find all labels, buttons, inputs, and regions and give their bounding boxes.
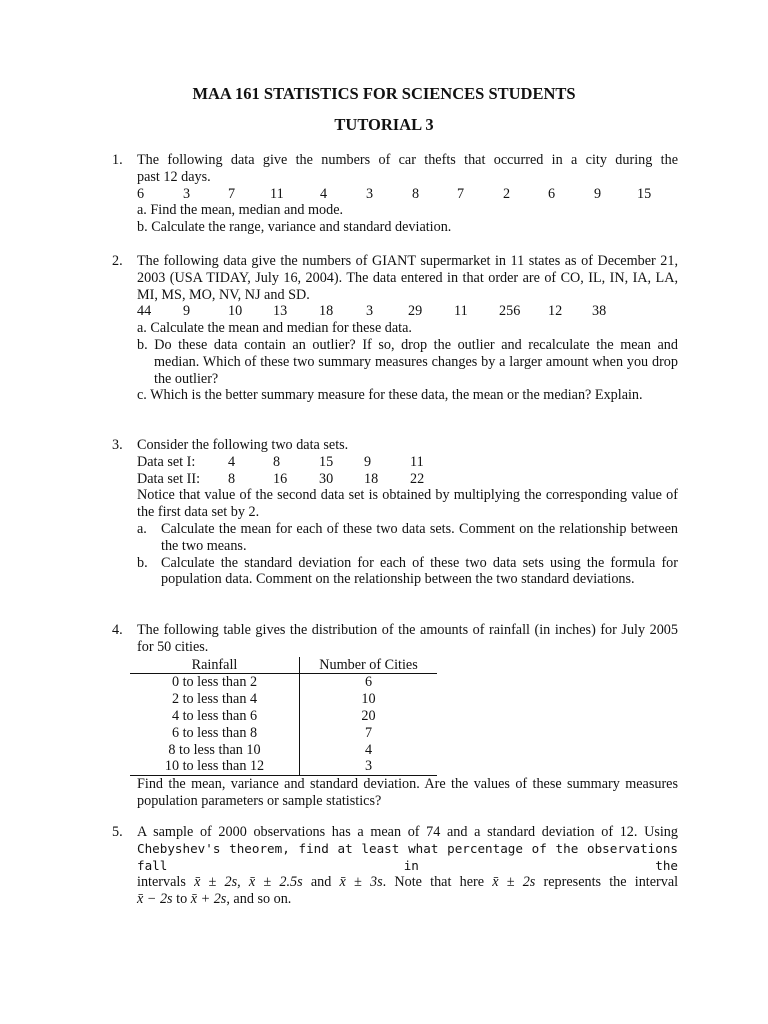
part-text: Calculate the standard deviation for each of these two data sets using the formula for population data. Comment on the relationship between the two standard deviations. [161, 554, 678, 588]
data-value: 13 [273, 303, 288, 320]
data-value: 11 [454, 303, 468, 320]
table-cell: 6 [364, 674, 373, 691]
table-row [130, 674, 437, 691]
data-value: 8 [412, 185, 420, 202]
data-value: 6 [137, 185, 145, 202]
tutorial-title: TUTORIAL 3 [334, 115, 434, 134]
data-value: 3 [366, 303, 374, 320]
data-value: 3 [183, 185, 191, 202]
question-3 [112, 437, 678, 588]
data-value: 15 [319, 453, 334, 470]
part-a: a. Find the mean, median and mode. [137, 202, 344, 219]
data-value: 18 [319, 303, 334, 320]
data-value: 10 [228, 303, 243, 320]
table-row [130, 691, 437, 708]
text-fragment: , and so on. [226, 891, 292, 908]
table-cell: 6 to less than 8 [130, 725, 300, 742]
data-set-label: Data set II: [137, 470, 201, 487]
interval-formula: x̄ − 2s [137, 891, 173, 908]
data-set-2 [137, 471, 678, 488]
data-value: 6 [548, 185, 556, 202]
data-set-label: Data set I: [137, 453, 196, 470]
part-b: b. Calculate the range, variance and standard deviation. [137, 219, 452, 236]
table-header-row [130, 657, 437, 674]
question-text: Consider the following two data sets. [137, 437, 349, 453]
question-number: 2. [112, 253, 123, 269]
text-fragment: to [176, 891, 188, 908]
part-a [137, 521, 678, 555]
text-fragment: represents the interval [543, 874, 679, 891]
interval-formula: x̄ ± 2.5s [248, 874, 303, 891]
data-value: 2 [503, 185, 511, 202]
data-value: 11 [270, 185, 284, 202]
table-row [130, 742, 437, 759]
part-b [137, 555, 678, 589]
question-text: The following data give the numbers of car thefts that occurred in a city during the [137, 152, 678, 168]
text-fragment: and [310, 874, 332, 891]
question-number: 1. [112, 152, 123, 168]
interval-formula: x̄ + 2s [190, 891, 227, 908]
question-text: Find the mean, variance and standard deviation. Are the values of these summary measures population parameters or sample statistics? [137, 776, 678, 809]
part-c: c. Which is the better summary measure for these data, the mean or the median? Explain. [137, 387, 643, 404]
data-value: 11 [410, 453, 424, 470]
data-value: 9 [594, 185, 602, 202]
table-row [130, 725, 437, 742]
data-value: 4 [228, 453, 236, 470]
table-cell: 10 [361, 691, 376, 708]
question-text: Notice that value of the second data set is obtained by multiplying the corresponding value of the first data set by 2. [137, 487, 678, 521]
data-value: 30 [319, 470, 334, 487]
table-cell: 7 [364, 724, 373, 741]
question-number: 5. [112, 824, 123, 840]
text-fragment: . Note that here [382, 874, 485, 891]
question-text: intervals x̄ ± 2s, x̄ ± 2.5s and x̄ ± 3s. Note that here x̄ ± 2s represents the interval [137, 874, 679, 891]
part-text: Calculate the mean for each of these two data sets. Comment on the relationship between the two means. [161, 520, 678, 554]
part-label: b. [137, 554, 148, 571]
table-row [130, 758, 437, 775]
part-b: b. Do these data contain an outlier? If so, drop the outlier and recalculate the mean and median. Which of these two summary measures changes by a larger amount when you drop the outlier? [137, 336, 678, 387]
question-2 [112, 253, 678, 404]
data-value: 22 [410, 470, 425, 487]
data-value: 8 [273, 453, 281, 470]
table-cell: 4 [364, 741, 373, 758]
table-cell: 10 to less than 12 [130, 758, 300, 775]
data-row [137, 186, 678, 203]
data-value: 9 [364, 453, 372, 470]
data-value: 18 [364, 470, 379, 487]
data-value: 3 [366, 185, 374, 202]
interval-formula: x̄ ± 2s [492, 874, 536, 891]
question-text: The following table gives the distribution of the amounts of rainfall (in inches) for July 2005 for 50 cities. [137, 622, 678, 655]
question-text [137, 891, 678, 908]
table-cell: 4 to less than 6 [130, 708, 300, 725]
question-number: 3. [112, 437, 123, 453]
data-set-1 [137, 454, 678, 471]
data-row [137, 303, 678, 320]
table-cell: 3 [300, 758, 438, 775]
data-value: 7 [228, 185, 236, 202]
table-row [130, 708, 437, 725]
data-value: 12 [548, 303, 563, 320]
question-text: A sample of 2000 observations has a mean of 74 and a standard deviation of 12. Using [137, 824, 678, 840]
data-value: 7 [457, 185, 465, 202]
table-cell: 20 [361, 707, 376, 724]
table-cell: 0 to less than 2 [130, 674, 300, 691]
question-text: past 12 days. [137, 168, 211, 185]
rainfall-table [130, 657, 437, 777]
part-label: a. [137, 520, 147, 537]
data-value: 256 [499, 303, 521, 320]
data-value: 15 [637, 185, 652, 202]
data-value: 8 [228, 470, 236, 487]
text-fragment: intervals [137, 874, 186, 891]
data-value: 4 [320, 185, 328, 202]
data-value: 38 [592, 303, 607, 320]
column-header: Number of Cities [300, 657, 438, 674]
question-1 [112, 152, 678, 236]
question-text: The following data give the numbers of GIANT supermarket in 11 states as of December 21, 2003 (USA TIDAY, July 16, 2004). The data entered in that order are of CO, IL, IN, IA, LA, MI, MS, MO, NV, NJ and SD. [137, 253, 678, 303]
question-number: 4. [112, 622, 123, 638]
question-5 [112, 824, 678, 908]
table-cell: 8 to less than 10 [130, 742, 300, 759]
data-value: 16 [273, 470, 288, 487]
column-header: Rainfall [130, 657, 300, 674]
course-title: MAA 161 STATISTICS FOR SCIENCES STUDENTS [192, 84, 576, 103]
question-text: Chebyshev's theorem, find at least what percentage of the observations fall in the [137, 840, 678, 873]
table-cell: 2 to less than 4 [130, 691, 300, 708]
part-a: a. Calculate the mean and median for these data. [137, 320, 412, 337]
data-value: 9 [183, 303, 191, 320]
interval-formula: x̄ ± 2s [194, 874, 238, 891]
interval-formula: x̄ ± 3s [339, 874, 383, 891]
data-value: 29 [408, 303, 423, 320]
data-value: 44 [137, 303, 152, 320]
question-4 [112, 622, 678, 810]
